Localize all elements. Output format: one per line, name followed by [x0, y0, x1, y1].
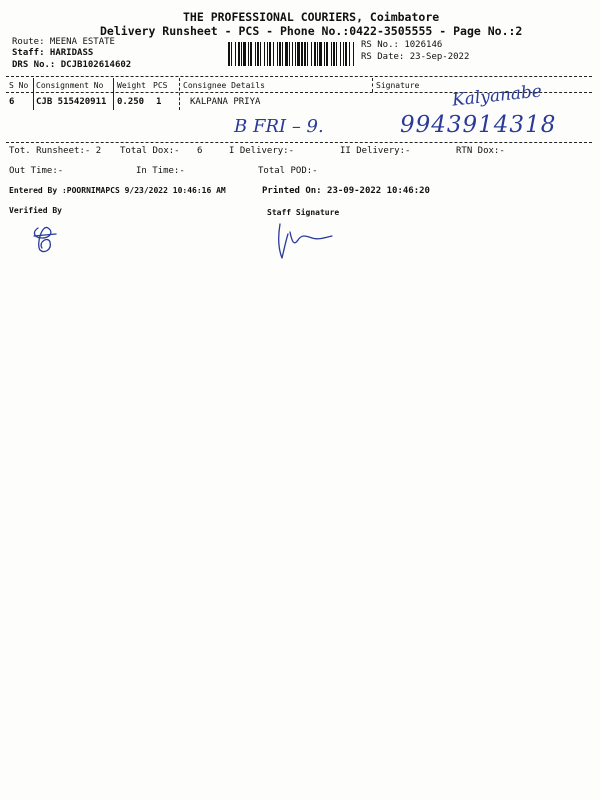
- header-signature: Signature: [376, 81, 420, 90]
- header-pcs: PCS: [153, 81, 168, 90]
- header-weight: Weight: [117, 81, 146, 90]
- staff-signature-label: Staff Signature: [267, 208, 340, 217]
- verified-by: Verified By: [9, 206, 62, 215]
- i-delivery: I Delivery:-: [229, 146, 295, 156]
- verifier-signature: [30, 222, 60, 256]
- total-pod: Total POD:-: [258, 166, 318, 176]
- rs-number: RS No.: 1026146: [361, 40, 443, 50]
- col-divider: [113, 78, 114, 110]
- staff-label: Staff: HARIDASS: [12, 48, 94, 58]
- rs-date: RS Date: 23-Sep-2022: [361, 52, 470, 62]
- col-divider: [179, 78, 180, 110]
- row-consignment: CJB 515420911: [36, 97, 107, 107]
- tot-runsheet: Tot. Runsheet:- 2: [9, 146, 102, 156]
- total-dox-value: 6: [197, 146, 203, 156]
- handwritten-phone: 9943914318: [400, 112, 557, 138]
- row-sno: 6: [9, 97, 15, 107]
- in-time: In Time:-: [136, 166, 185, 176]
- printed-on: Printed On: 23-09-2022 10:46:20: [262, 186, 430, 196]
- route-label: Route: MEENA ESTATE: [12, 37, 115, 47]
- drs-number: DRS No.: DCJB102614602: [12, 60, 132, 70]
- row-pcs: 1: [156, 97, 162, 107]
- handwritten-note: B FRI – 9.: [234, 116, 324, 137]
- consignee-signature: Kalyanabe: [451, 81, 543, 111]
- entered-by: Entered By :POORNIMAPCS 9/23/2022 10:46:16 AM: [9, 186, 226, 195]
- barcode: [228, 42, 354, 66]
- header-consignee: Consignee Details: [183, 81, 265, 90]
- runsheet-subtitle: Delivery Runsheet - PCS - Phone No.:0422-3505555 - Page No.:2: [100, 24, 523, 38]
- col-divider: [33, 78, 34, 110]
- staff-signature: [272, 218, 336, 264]
- ii-delivery: II Delivery:-: [340, 146, 411, 156]
- header-sno: S No: [9, 81, 29, 90]
- row-consignee: KALPANA PRIYA: [190, 97, 261, 107]
- table-top-rule: [6, 76, 592, 77]
- col-divider: [372, 78, 373, 92]
- total-dox-label: Total Dox:-: [120, 146, 180, 156]
- rtn-dox: RTN Dox:-: [456, 146, 505, 156]
- header-consignment: Consignment No: [36, 81, 104, 90]
- out-time: Out Time:-: [9, 166, 64, 176]
- company-title: THE PROFESSIONAL COURIERS, Coimbatore: [183, 10, 440, 24]
- row-weight: 0.250: [117, 97, 145, 107]
- table-bottom-rule: [6, 142, 592, 143]
